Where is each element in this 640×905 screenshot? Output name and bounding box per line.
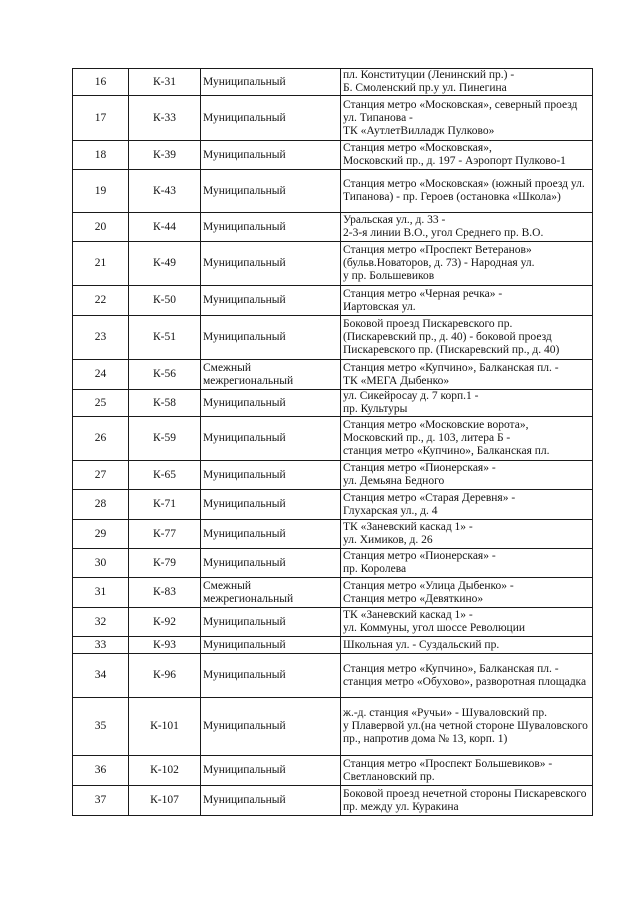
route-code: К-43 <box>129 170 201 213</box>
route-code: К-83 <box>129 578 201 608</box>
route-number: 37 <box>73 786 129 816</box>
route-type: Муниципальный <box>201 698 341 756</box>
routes-table <box>72 68 593 816</box>
route-code: К-93 <box>129 637 201 654</box>
table-row <box>73 242 593 286</box>
route-path: ж.-д. станция «Ручьи» - Шуваловский пр. у Плавервой ул.(на четной стороне Шуваловского пр., напротив дома № 13, корп. 1) <box>341 698 593 756</box>
table-row <box>73 549 593 578</box>
route-path: Станция метро «Улица Дыбенко» - Станция метро «Девяткино» <box>341 578 593 608</box>
route-path: Станция метро «Московская», Московский пр., д. 197 - Аэропорт Пулково-1 <box>341 141 593 170</box>
route-number: 34 <box>73 654 129 698</box>
table-row <box>73 654 593 698</box>
route-type: Муниципальный <box>201 141 341 170</box>
route-path: Станция метро «Пионерская» - ул. Демьяна Бедного <box>341 461 593 490</box>
table-row <box>73 756 593 786</box>
route-type: Муниципальный <box>201 69 341 96</box>
route-code: К-51 <box>129 316 201 360</box>
route-type: Муниципальный <box>201 608 341 637</box>
route-path: Школьная ул. - Суздальский пр. <box>341 637 593 654</box>
table-row <box>73 578 593 608</box>
route-type: Муниципальный <box>201 316 341 360</box>
route-number: 25 <box>73 390 129 417</box>
route-path: Станция метро «Старая Деревня» - Глухарская ул., д. 4 <box>341 490 593 520</box>
table-row <box>73 637 593 654</box>
route-type: Муниципальный <box>201 756 341 786</box>
table-row <box>73 390 593 417</box>
route-type: Муниципальный <box>201 549 341 578</box>
route-path: Станция метро «Московские ворота», Московский пр., д. 103, литера Б - станция метро «Купчино», Балканская пл. <box>341 417 593 461</box>
route-path: ул. Сикейросау д. 7 корп.1 - пр. Культуры <box>341 390 593 417</box>
route-path: пл. Конституции (Ленинский пр.) - Б. Смоленский пр.у ул. Пинегина <box>341 69 593 96</box>
route-number: 17 <box>73 96 129 141</box>
route-code: К-39 <box>129 141 201 170</box>
route-type: Муниципальный <box>201 286 341 316</box>
table-row <box>73 360 593 390</box>
route-number: 30 <box>73 549 129 578</box>
route-number: 20 <box>73 213 129 242</box>
route-code: К-79 <box>129 549 201 578</box>
route-path: Станция метро «Московская» (южный проезд ул. Типанова) - пр. Героев (остановка «Школа») <box>341 170 593 213</box>
route-number: 23 <box>73 316 129 360</box>
route-number: 33 <box>73 637 129 654</box>
route-number: 22 <box>73 286 129 316</box>
route-number: 36 <box>73 756 129 786</box>
table-row <box>73 786 593 816</box>
route-number: 26 <box>73 417 129 461</box>
route-code: К-96 <box>129 654 201 698</box>
route-path: ТК «Заневский каскад 1» - ул. Коммуны, угол шоссе Революции <box>341 608 593 637</box>
route-code: К-65 <box>129 461 201 490</box>
route-path: Станция метро «Проспект Ветеранов» (бульв.Новаторов, д. 73) - Народная ул. у пр. Большевиков <box>341 242 593 286</box>
route-code: К-50 <box>129 286 201 316</box>
table-row <box>73 69 593 96</box>
route-code: К-56 <box>129 360 201 390</box>
table-row <box>73 608 593 637</box>
table-row <box>73 213 593 242</box>
route-path: Станция метро «Проспект Большевиков» - Светлановский пр. <box>341 756 593 786</box>
route-number: 19 <box>73 170 129 213</box>
route-path: Станция метро «Купчино», Балканская пл. - станция метро «Обухово», разворотная площадка <box>341 654 593 698</box>
route-type: Муниципальный <box>201 654 341 698</box>
route-type: Смежный межрегиональный <box>201 360 341 390</box>
route-path: Станция метро «Черная речка» - Иартовская ул. <box>341 286 593 316</box>
route-code: К-77 <box>129 520 201 549</box>
route-code: К-101 <box>129 698 201 756</box>
route-code: К-71 <box>129 490 201 520</box>
route-type: Муниципальный <box>201 242 341 286</box>
route-type: Муниципальный <box>201 490 341 520</box>
table-row <box>73 417 593 461</box>
route-number: 28 <box>73 490 129 520</box>
route-code: К-59 <box>129 417 201 461</box>
route-number: 32 <box>73 608 129 637</box>
route-number: 27 <box>73 461 129 490</box>
route-type: Муниципальный <box>201 170 341 213</box>
routes-table-body <box>73 69 593 816</box>
route-code: К-58 <box>129 390 201 417</box>
table-row <box>73 490 593 520</box>
table-row <box>73 461 593 490</box>
route-number: 18 <box>73 141 129 170</box>
route-code: К-107 <box>129 786 201 816</box>
route-path: ТК «Заневский каскад 1» - ул. Химиков, д. 26 <box>341 520 593 549</box>
table-row <box>73 316 593 360</box>
route-path: Станция метро «Пионерская» - пр. Королева <box>341 549 593 578</box>
route-number: 24 <box>73 360 129 390</box>
route-number: 21 <box>73 242 129 286</box>
table-row <box>73 698 593 756</box>
route-path: Станция метро «Купчино», Балканская пл. - ТК «МЕГА Дыбенко» <box>341 360 593 390</box>
route-code: К-102 <box>129 756 201 786</box>
table-row <box>73 170 593 213</box>
table-row <box>73 286 593 316</box>
route-number: 16 <box>73 69 129 96</box>
route-type: Муниципальный <box>201 390 341 417</box>
route-code: К-49 <box>129 242 201 286</box>
route-code: К-33 <box>129 96 201 141</box>
route-number: 29 <box>73 520 129 549</box>
route-path: Уральская ул., д. 33 - 2-3-я линии В.О., угол Среднего пр. В.О. <box>341 213 593 242</box>
route-code: К-44 <box>129 213 201 242</box>
route-number: 35 <box>73 698 129 756</box>
table-row <box>73 141 593 170</box>
route-path: Боковой проезд Пискаревского пр. (Пискаревский пр., д. 40) - боковой проезд Пискаревского пр. (Пискаревский пр., д. 40) <box>341 316 593 360</box>
route-number: 31 <box>73 578 129 608</box>
route-type: Муниципальный <box>201 417 341 461</box>
route-type: Муниципальный <box>201 213 341 242</box>
table-row <box>73 520 593 549</box>
route-type: Муниципальный <box>201 637 341 654</box>
table-row <box>73 96 593 141</box>
route-type: Муниципальный <box>201 520 341 549</box>
route-type: Смежный межрегиональный <box>201 578 341 608</box>
route-path: Станция метро «Московская», северный проезд ул. Типанова - ТК «АутлетВилладж Пулково» <box>341 96 593 141</box>
route-code: К-92 <box>129 608 201 637</box>
route-code: К-31 <box>129 69 201 96</box>
route-type: Муниципальный <box>201 96 341 141</box>
route-type: Муниципальный <box>201 786 341 816</box>
route-type: Муниципальный <box>201 461 341 490</box>
route-path: Боковой проезд нечетной стороны Пискаревского пр. между ул. Куракина <box>341 786 593 816</box>
